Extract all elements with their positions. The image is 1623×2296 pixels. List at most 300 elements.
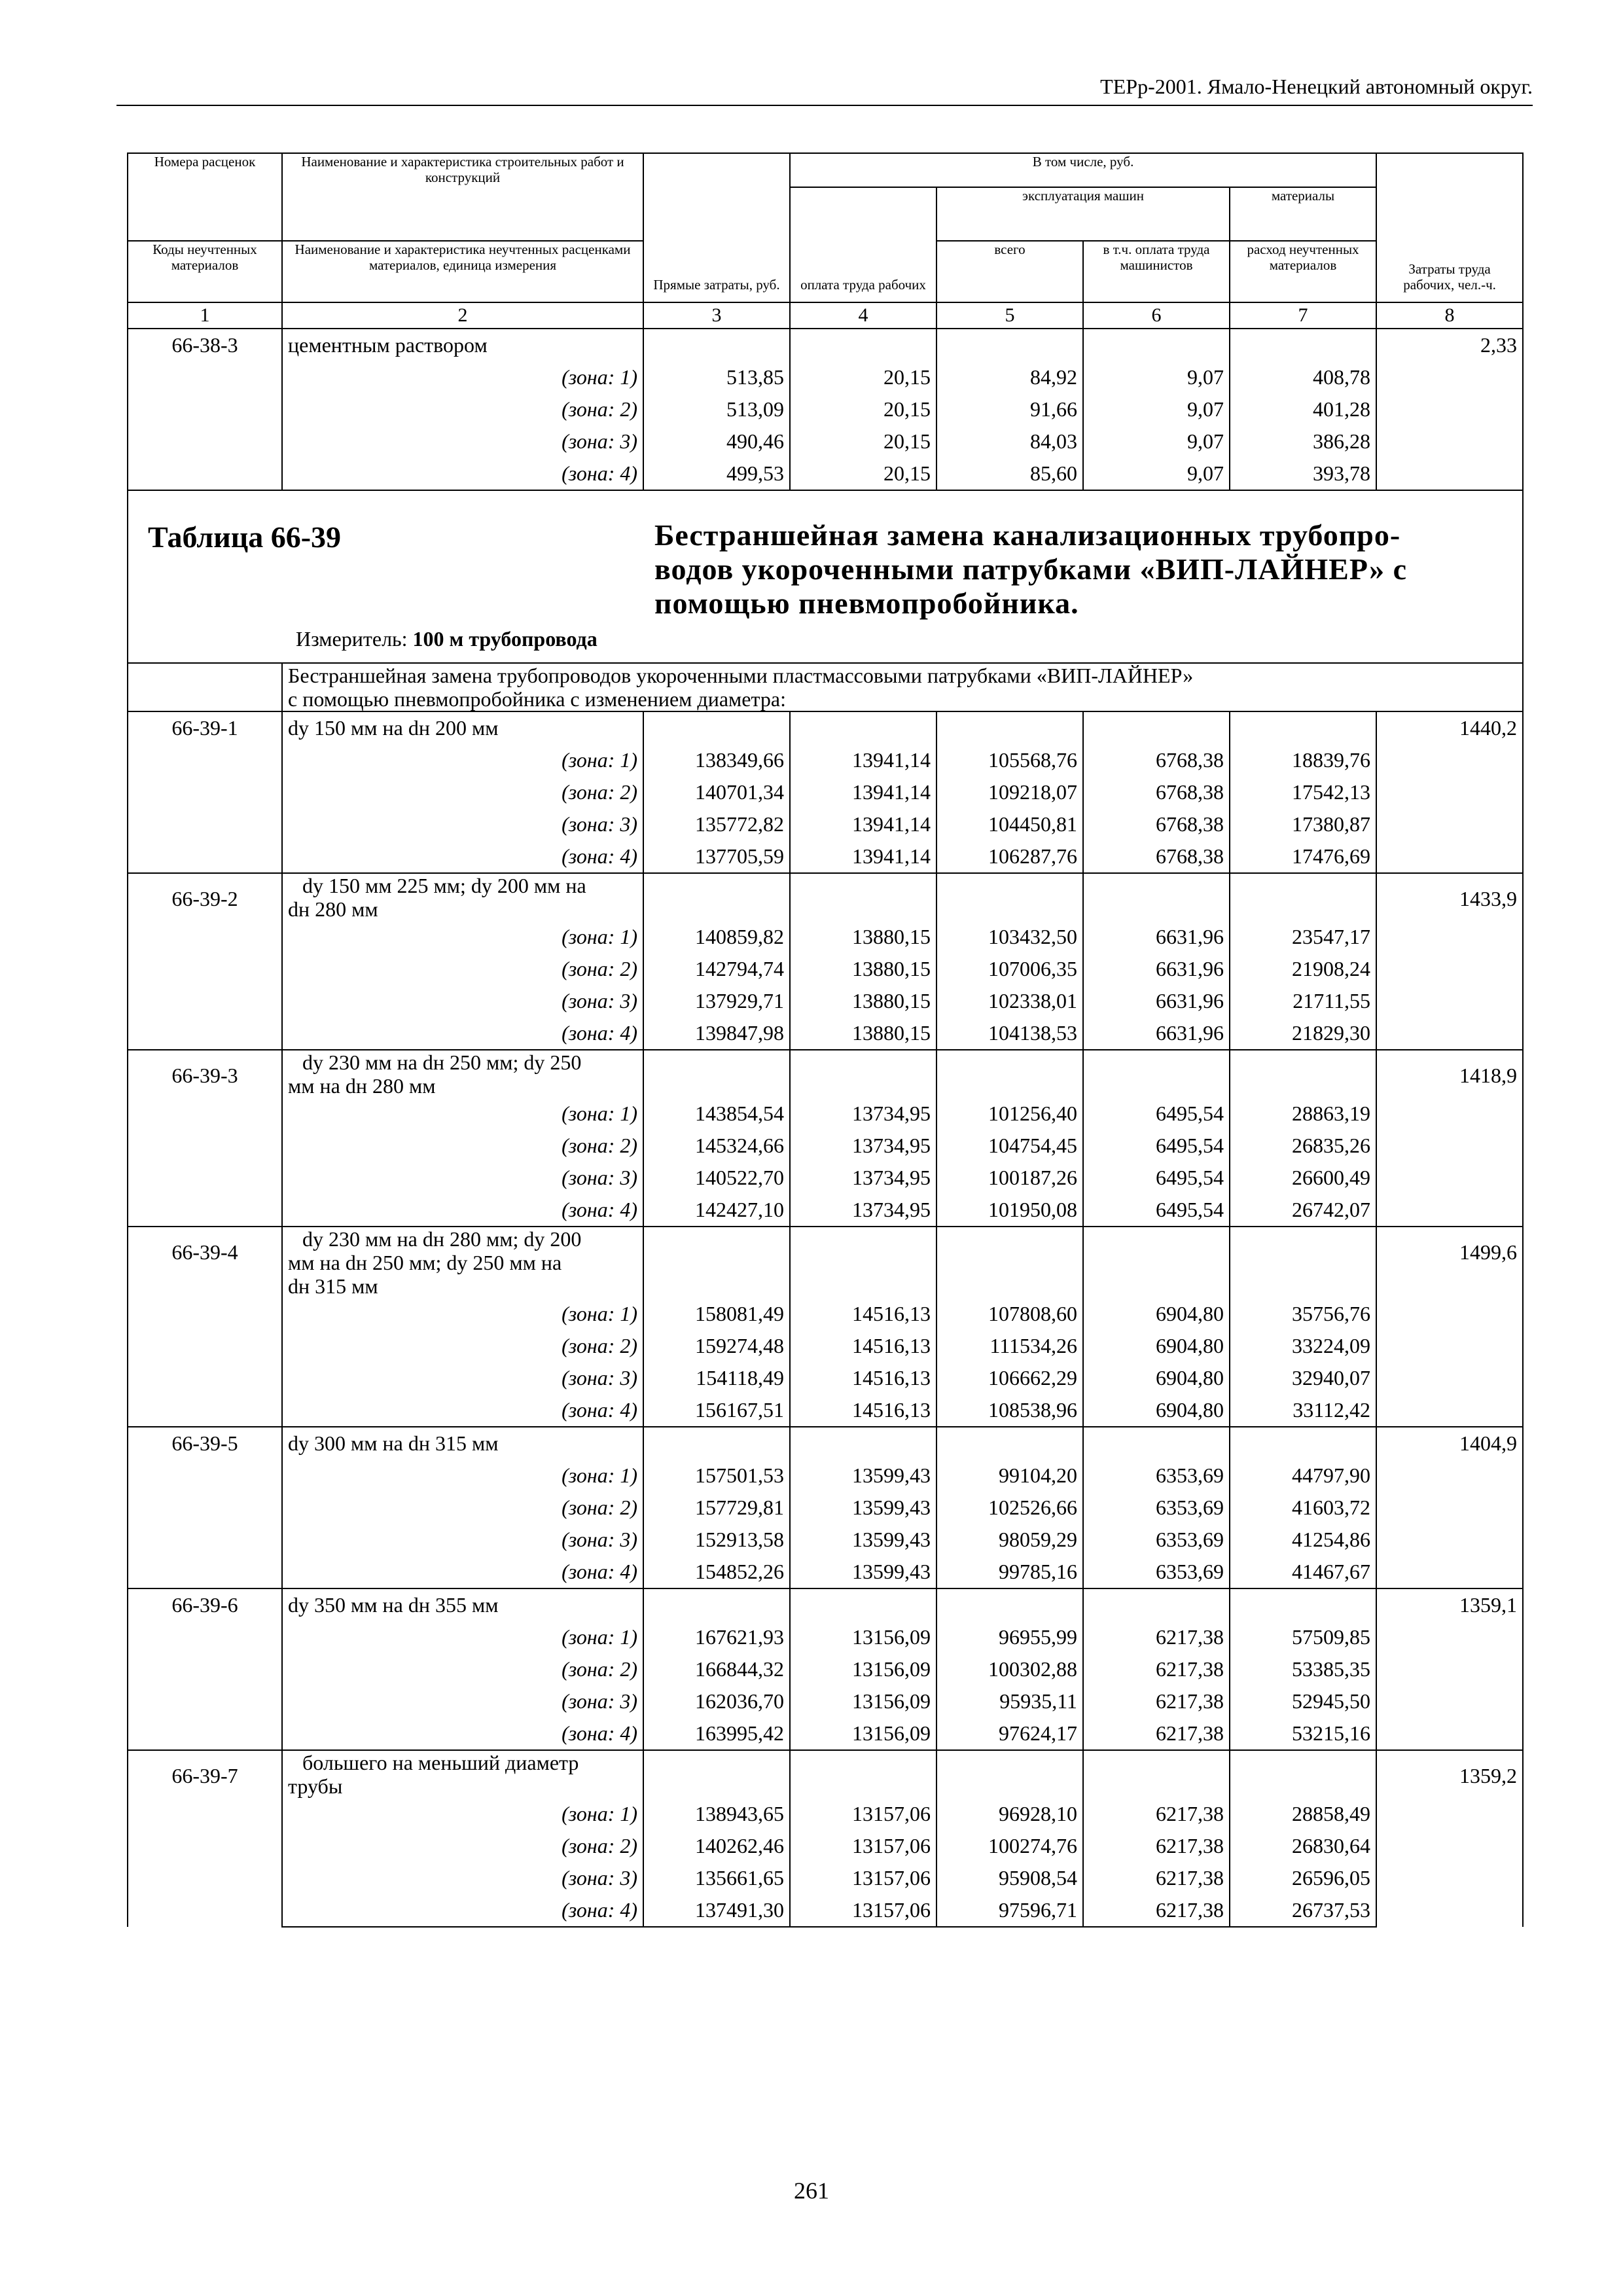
wages-cost: 13156,09 [790,1621,936,1653]
wages-cost: 13941,14 [790,808,936,840]
zone-row [128,953,1523,985]
direct-cost: 154852,26 [643,1556,790,1588]
zone-row [128,1653,1523,1685]
wages-cost: 13157,06 [790,1798,936,1830]
item-code: 66-39-5 [128,1427,282,1588]
labor-cost: 1359,1 [1376,1588,1523,1750]
empty-cell [643,1750,790,1774]
machines-cost: 99104,20 [936,1460,1083,1492]
machines-cost: 107006,35 [936,953,1083,985]
zone-label: (зона: 4) [282,1194,643,1227]
materials-cost: 32940,07 [1230,1362,1376,1394]
empty-cell [1083,711,1230,744]
zone-label: (зона: 3) [282,425,643,457]
empty-cell [1083,1074,1230,1098]
operators-wages: 6495,54 [1083,1130,1230,1162]
materials-cost: 401,28 [1230,393,1376,425]
operators-wages: 6495,54 [1083,1162,1230,1194]
direct-cost: 154118,49 [643,1362,790,1394]
wages-cost: 13157,06 [790,1894,936,1927]
direct-cost: 157501,53 [643,1460,790,1492]
operators-wages: 6495,54 [1083,1098,1230,1130]
empty-cell [1083,873,1230,897]
table-title-line: помощью пневмопробойника. [654,586,1079,620]
col7-header: расход неучтенных материалов [1230,241,1376,302]
direct-cost: 143854,54 [643,1098,790,1130]
item-name-row [128,1050,1523,1074]
section-heading-line: с помощью пневмопробойника с изменением диаметра: [288,687,786,711]
empty-cell [1230,1588,1376,1621]
table-title-row [128,490,1523,663]
machines-cost: 106287,76 [936,840,1083,873]
measure-label: Измеритель: [296,627,413,651]
direct-cost: 167621,93 [643,1621,790,1653]
zone-row [128,1685,1523,1717]
zone-row [128,840,1523,873]
item-name: трубы [282,1774,643,1798]
direct-cost: 513,85 [643,361,790,393]
wages-cost: 13941,14 [790,840,936,873]
empty-cell [1230,873,1376,897]
table-body [128,153,1523,1927]
materials-cost: 53385,35 [1230,1653,1376,1685]
labor-cost: 1418,9 [1376,1050,1523,1227]
materials-cost: 28858,49 [1230,1798,1376,1830]
direct-cost: 138943,65 [643,1798,790,1830]
table-title-box [134,491,1517,662]
empty-cell [1083,1750,1230,1774]
operators-wages: 6768,38 [1083,776,1230,808]
wages-cost: 20,15 [790,361,936,393]
zone-row [128,1017,1523,1050]
direct-cost: 135772,82 [643,808,790,840]
col2-header-bottom: Наименование и характеристика неучтенных расценками материалов, единица измерения [282,241,643,302]
measure-unit [296,626,597,652]
zone-row [128,1394,1523,1427]
operators-wages: 6217,38 [1083,1685,1230,1717]
materials-cost: 41467,67 [1230,1556,1376,1588]
empty-cell [643,329,790,361]
empty-cell [643,711,790,744]
empty-cell [1083,1050,1230,1074]
zone-label: (зона: 3) [282,985,643,1017]
empty-cell [936,873,1083,897]
empty-cell [1083,329,1230,361]
materials-cost: 35756,76 [1230,1298,1376,1330]
empty-cell [1083,1588,1230,1621]
materials-cost: 18839,76 [1230,744,1376,776]
column-number: 3 [643,302,790,329]
zone-row [128,425,1523,457]
wages-cost: 13157,06 [790,1830,936,1862]
materials-cost: 26835,26 [1230,1130,1376,1162]
materials-cost: 41603,72 [1230,1492,1376,1524]
direct-cost: 140262,46 [643,1830,790,1862]
empty-cell [936,897,1083,921]
wages-cost: 14516,13 [790,1362,936,1394]
zone-label: (зона: 1) [282,921,643,953]
item-name-row [128,1251,1523,1274]
item-name: dн 280 мм [282,897,643,921]
empty-cell [1230,1774,1376,1798]
zone-label: (зона: 4) [282,1717,643,1750]
zone-row [128,1130,1523,1162]
materials-cost: 17542,13 [1230,776,1376,808]
operators-wages: 6904,80 [1083,1362,1230,1394]
operators-wages: 6217,38 [1083,1798,1230,1830]
zone-label: (зона: 2) [282,1330,643,1362]
empty-cell [790,1427,936,1460]
col8-header: Затраты труда рабочих, чел.-ч. [1376,153,1523,302]
operators-wages: 6495,54 [1083,1194,1230,1227]
operators-wages: 6217,38 [1083,1894,1230,1927]
item-name: цементным раствором [282,329,643,361]
zone-label: (зона: 3) [282,1685,643,1717]
direct-cost: 159274,48 [643,1330,790,1362]
empty-cell [1083,1774,1230,1798]
column-number: 1 [128,302,282,329]
direct-cost: 152913,58 [643,1524,790,1556]
zone-label: (зона: 2) [282,1830,643,1862]
empty-cell [790,1251,936,1274]
operators-wages: 6631,96 [1083,953,1230,985]
zone-row [128,1362,1523,1394]
table-number: Таблица 66-39 [148,520,342,554]
empty-cell [1230,711,1376,744]
zone-label: (зона: 3) [282,1524,643,1556]
zone-label: (зона: 4) [282,840,643,873]
machines-cost: 98059,29 [936,1524,1083,1556]
zone-row [128,744,1523,776]
direct-cost: 142427,10 [643,1194,790,1227]
col3-header: Прямые затраты, руб. [643,153,790,302]
zone-label: (зона: 4) [282,1394,643,1427]
table-title [654,518,1466,620]
empty-cell [1083,1251,1230,1274]
direct-cost: 490,46 [643,425,790,457]
zone-row [128,1894,1523,1927]
machines-cost: 102338,01 [936,985,1083,1017]
wages-cost: 13941,14 [790,776,936,808]
empty-cell [1230,1074,1376,1098]
materials-cost: 26830,64 [1230,1830,1376,1862]
empty-cell [643,1274,790,1298]
wages-cost: 13880,15 [790,1017,936,1050]
direct-cost: 158081,49 [643,1298,790,1330]
empty-cell [643,1050,790,1074]
zone-label: (зона: 1) [282,361,643,393]
zone-label: (зона: 1) [282,1098,643,1130]
wages-cost: 13880,15 [790,985,936,1017]
direct-cost: 157729,81 [643,1492,790,1524]
machines-cost: 104450,81 [936,808,1083,840]
item-name-row [128,1774,1523,1798]
table-title-cell [128,490,1523,663]
empty-cell [1230,1427,1376,1460]
group-header: В том числе, руб. [790,153,1376,187]
empty-cell [790,1750,936,1774]
wages-cost: 20,15 [790,457,936,490]
zone-label: (зона: 4) [282,1894,643,1927]
operators-wages: 6768,38 [1083,840,1230,873]
labor-cost: 1359,2 [1376,1750,1523,1927]
page-number: 261 [794,2178,829,2204]
zone-row [128,1717,1523,1750]
zone-row [128,985,1523,1017]
machines-cost: 104138,53 [936,1017,1083,1050]
empty-cell [1230,1750,1376,1774]
item-name: dy 350 мм на dн 355 мм [282,1588,643,1621]
zone-label: (зона: 1) [282,1621,643,1653]
direct-cost: 163995,42 [643,1717,790,1750]
empty-cell [936,711,1083,744]
operators-wages: 6217,38 [1083,1621,1230,1653]
direct-cost: 142794,74 [643,953,790,985]
materials-cost: 393,78 [1230,457,1376,490]
empty-cell [936,1274,1083,1298]
wages-cost: 14516,13 [790,1330,936,1362]
zone-label: (зона: 4) [282,1017,643,1050]
item-code: 66-39-4 [128,1227,282,1427]
machines-cost: 91,66 [936,393,1083,425]
materials-cost: 26742,07 [1230,1194,1376,1227]
zone-row [128,921,1523,953]
materials-cost: 33112,42 [1230,1394,1376,1427]
materials-cost: 26596,05 [1230,1862,1376,1894]
zone-row [128,776,1523,808]
machines-cost: 109218,07 [936,776,1083,808]
machines-cost: 85,60 [936,457,1083,490]
item-name: мм на dн 250 мм; dy 250 мм на [282,1251,643,1274]
column-number: 6 [1083,302,1230,329]
zone-row [128,1524,1523,1556]
item-name: dy 150 мм на dн 200 мм [282,711,643,744]
labor-cost: 1440,2 [1376,711,1523,873]
direct-cost: 156167,51 [643,1394,790,1427]
item-code: 66-39-1 [128,711,282,873]
zone-label: (зона: 2) [282,1130,643,1162]
wages-cost: 13941,14 [790,744,936,776]
item-name-row [128,1074,1523,1098]
machines-cost: 97596,71 [936,1894,1083,1927]
machines-cost: 95935,11 [936,1685,1083,1717]
operators-wages: 6353,69 [1083,1524,1230,1556]
direct-cost: 140522,70 [643,1162,790,1194]
column-numbers-row [128,302,1523,329]
empty-cell [790,329,936,361]
empty-cell [1230,329,1376,361]
table-title-line: водов укороченными патрубками «ВИП-ЛАЙНЕР» с [654,552,1408,586]
operators-wages: 6768,38 [1083,744,1230,776]
wages-cost: 13599,43 [790,1524,936,1556]
zone-row [128,1621,1523,1653]
zone-row [128,808,1523,840]
materials-cost: 28863,19 [1230,1098,1376,1130]
machines-cost: 84,92 [936,361,1083,393]
materials-cost: 26737,53 [1230,1894,1376,1927]
zone-label: (зона: 2) [282,393,643,425]
direct-cost: 166844,32 [643,1653,790,1685]
empty-cell [1083,897,1230,921]
zone-row [128,1460,1523,1492]
wages-cost: 13880,15 [790,921,936,953]
column-number: 2 [282,302,643,329]
wages-cost: 14516,13 [790,1394,936,1427]
materials-cost: 26600,49 [1230,1162,1376,1194]
direct-cost: 513,09 [643,393,790,425]
empty-cell [936,1774,1083,1798]
materials-cost: 21711,55 [1230,985,1376,1017]
labor-cost: 1433,9 [1376,873,1523,1050]
materials-cost: 17380,87 [1230,808,1376,840]
column-number: 4 [790,302,936,329]
wages-cost: 13156,09 [790,1685,936,1717]
materials-cost: 52945,50 [1230,1685,1376,1717]
wages-cost: 13880,15 [790,953,936,985]
direct-cost: 145324,66 [643,1130,790,1162]
direct-cost: 140859,82 [643,921,790,953]
operators-wages: 6904,80 [1083,1330,1230,1362]
wages-cost: 13156,09 [790,1717,936,1750]
empty-cell [936,1588,1083,1621]
machines-cost: 104754,45 [936,1130,1083,1162]
direct-cost: 135661,65 [643,1862,790,1894]
zone-row [128,1194,1523,1227]
item-code: 66-38-3 [128,329,282,490]
machines-cost: 95908,54 [936,1862,1083,1894]
item-name-row [128,1227,1523,1251]
operators-wages: 6904,80 [1083,1298,1230,1330]
operators-wages: 6353,69 [1083,1492,1230,1524]
direct-cost: 139847,98 [643,1017,790,1050]
empty-cell [1083,1227,1230,1251]
empty-cell [790,1227,936,1251]
machines-cost: 107808,60 [936,1298,1083,1330]
header-rule [116,105,1533,106]
operators-wages: 9,07 [1083,393,1230,425]
empty-cell [643,1227,790,1251]
materials-cost: 386,28 [1230,425,1376,457]
machines-cost: 105568,76 [936,744,1083,776]
header-row-1 [128,153,1523,187]
operators-wages: 6631,96 [1083,985,1230,1017]
section-heading-spacer [128,663,282,711]
item-name: dy 150 мм 225 мм; dy 200 мм на [282,873,643,897]
measure-value: 100 м трубопровода [412,627,597,651]
operators-wages: 6631,96 [1083,921,1230,953]
item-name: большего на меньший диаметр [282,1750,643,1774]
materials-cost: 17476,69 [1230,840,1376,873]
empty-cell [936,1050,1083,1074]
zone-label: (зона: 1) [282,1798,643,1830]
machines-cost: 106662,29 [936,1362,1083,1394]
empty-cell [1230,897,1376,921]
section-heading-row [128,663,1523,711]
zone-row [128,1298,1523,1330]
machines-header: эксплуатация машин [936,187,1230,241]
zone-label: (зона: 3) [282,1162,643,1194]
materials-cost: 21908,24 [1230,953,1376,985]
item-name-row [128,329,1523,361]
item-name-row [128,1588,1523,1621]
machines-cost: 84,03 [936,425,1083,457]
item-code: 66-39-3 [128,1050,282,1227]
zone-row [128,1556,1523,1588]
col1-header-top: Номера расценок [128,153,282,241]
materials-cost: 21829,30 [1230,1017,1376,1050]
item-name-row [128,711,1523,744]
zone-label: (зона: 2) [282,776,643,808]
operators-wages: 6217,38 [1083,1717,1230,1750]
zone-row [128,1798,1523,1830]
operators-wages: 9,07 [1083,457,1230,490]
table-title-line: Бестраншейная замена канализационных трубопро- [654,518,1401,552]
labor-cost: 2,33 [1376,329,1523,490]
item-name-row [128,897,1523,921]
section-heading-line: Бестраншейная замена трубопроводов укороченными пластмассовыми патрубками «ВИП-ЛАЙНЕР» [288,664,1194,687]
machines-cost: 97624,17 [936,1717,1083,1750]
item-name: мм на dн 280 мм [282,1074,643,1098]
wages-cost: 13734,95 [790,1162,936,1194]
machines-cost: 96955,99 [936,1621,1083,1653]
direct-cost: 138349,66 [643,744,790,776]
item-name-row [128,1750,1523,1774]
item-name: dy 230 мм на dн 280 мм; dy 200 [282,1227,643,1251]
empty-cell [643,897,790,921]
empty-cell [936,1074,1083,1098]
empty-cell [1083,1427,1230,1460]
empty-cell [1230,1274,1376,1298]
empty-cell [643,1588,790,1621]
wages-cost: 20,15 [790,393,936,425]
wages-cost: 13734,95 [790,1098,936,1130]
operators-wages: 6353,69 [1083,1460,1230,1492]
wages-cost: 13599,43 [790,1460,936,1492]
zone-row [128,1098,1523,1130]
materials-cost: 33224,09 [1230,1330,1376,1362]
machines-cost: 111534,26 [936,1330,1083,1362]
direct-cost: 140701,34 [643,776,790,808]
wages-cost: 13599,43 [790,1556,936,1588]
empty-cell [1083,1274,1230,1298]
empty-cell [790,1074,936,1098]
materials-header: материалы [1230,187,1376,241]
item-name: dy 230 мм на dн 250 мм; dy 250 [282,1050,643,1074]
operators-wages: 6904,80 [1083,1394,1230,1427]
empty-cell [790,873,936,897]
column-number: 7 [1230,302,1376,329]
machines-cost: 103432,50 [936,921,1083,953]
wages-cost: 20,15 [790,425,936,457]
col6-header: в т.ч. оплата труда машинистов [1083,241,1230,302]
empty-cell [1230,1227,1376,1251]
empty-cell [643,873,790,897]
wages-cost: 13734,95 [790,1130,936,1162]
empty-cell [790,1774,936,1798]
zone-label: (зона: 4) [282,457,643,490]
machines-cost: 99785,16 [936,1556,1083,1588]
zone-label: (зона: 3) [282,1362,643,1394]
empty-cell [936,1427,1083,1460]
running-header: ТЕРр-2001. Ямало-Ненецкий автономный округ. [1100,75,1533,98]
materials-cost: 41254,86 [1230,1524,1376,1556]
empty-cell [643,1251,790,1274]
operators-wages: 6768,38 [1083,808,1230,840]
column-number: 8 [1376,302,1523,329]
zone-row [128,1492,1523,1524]
operators-wages: 6353,69 [1083,1556,1230,1588]
direct-cost: 137491,30 [643,1894,790,1927]
